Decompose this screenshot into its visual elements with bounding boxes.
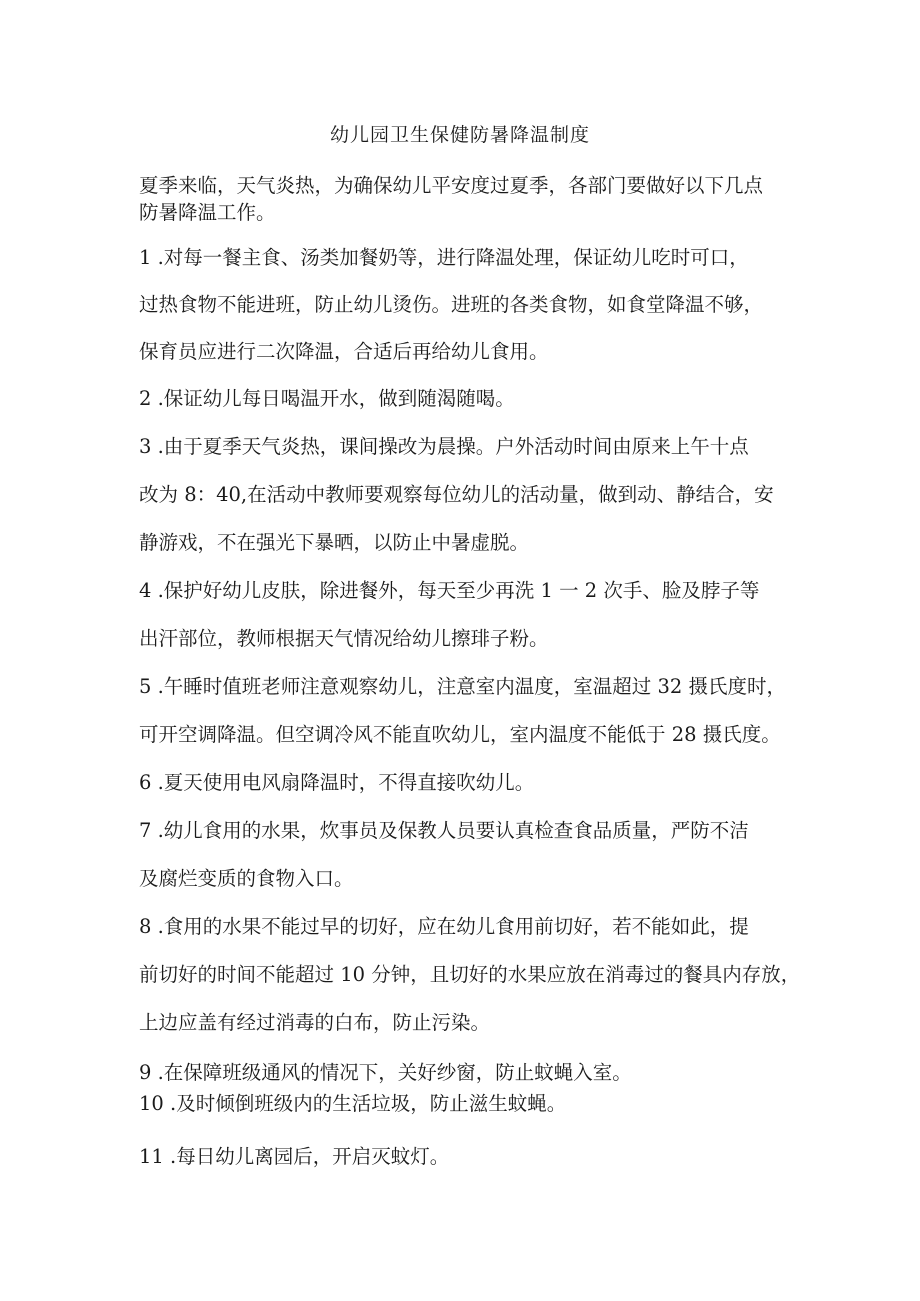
item-3-line-3: 静游戏，不在强光下暴晒，以防止中暑虚脱。 bbox=[139, 531, 530, 554]
item-8-line-3: 上边应盖有经过消毒的白布，防止污染。 bbox=[139, 1011, 491, 1034]
item-8-line-2: 前切好的时间不能超过 10 分钟，且切好的水果应放在消毒过的餐具内存放， bbox=[139, 963, 801, 986]
document-title: 幼儿园卫生保健防暑降温制度 bbox=[329, 124, 590, 146]
item-5-line-1: 5 .午睡时值班老师注意观察幼儿，注意室内温度，室温超过 32 摄氏度时， bbox=[139, 675, 787, 698]
item-11-line-1: 11 .每日幼儿离园后，开启灭蚊灯。 bbox=[139, 1145, 450, 1168]
item-4-line-2: 出汗部位，教师根据天气情况给幼儿擦琲子粉。 bbox=[139, 627, 549, 650]
item-7-line-2: 及腐烂变质的食物入口。 bbox=[139, 867, 354, 890]
item-3-line-1: 3 .由于夏季天气炎热，课间操改为晨操。户外活动时间由原来上午十点 bbox=[139, 435, 749, 458]
item-6-line-1: 6 .夏天使用电风扇降温时，不得直接吹幼儿。 bbox=[139, 771, 535, 794]
item-9-line-1: 9 .在保障班级通风的情况下，关好纱窗，防止蚊蝇入室。 bbox=[139, 1061, 632, 1084]
item-2-line-1: 2 .保证幼儿每日喝温开水，做到随渴随喝。 bbox=[139, 387, 515, 410]
intro-line-1: 夏季来临，天气炎热，为确保幼儿平安度过夏季，各部门要做好以下几点 bbox=[139, 174, 764, 197]
item-8-line-1: 8 .食用的水果不能过早的切好，应在幼儿食用前切好，若不能如此，提 bbox=[139, 915, 749, 938]
item-1-line-1: 1 .对每一餐主食、汤类加餐奶等，进行降温处理，保证幼儿吃时可口， bbox=[139, 246, 749, 269]
item-10-line-1: 10 .及时倾倒班级内的生活垃圾，防止滋生蚊蝇。 bbox=[139, 1092, 567, 1115]
intro-line-2: 防暑降温工作。 bbox=[139, 201, 276, 224]
item-3-line-2: 改为 8：40,在活动中教师要观察每位幼儿的活动量，做到动、静结合，安 bbox=[139, 483, 774, 506]
item-1-line-2: 过热食物不能进班，防止幼儿烫伤。进班的各类食物，如食堂降温不够， bbox=[139, 293, 764, 316]
item-7-line-1: 7 .幼儿食用的水果，炊事员及保教人员要认真检查食品质量，严防不洁 bbox=[139, 819, 749, 842]
item-1-line-3: 保育员应进行二次降温，合适后再给幼儿食用。 bbox=[139, 340, 549, 363]
item-5-line-2: 可开空调降温。但空调冷风不能直吹幼儿，室内温度不能低于 28 摄氏度。 bbox=[139, 723, 781, 746]
item-4-line-1: 4 .保护好幼儿皮肤，除进餐外，每天至少再洗 1 一 2 次手、脸及脖子等 bbox=[139, 579, 760, 602]
